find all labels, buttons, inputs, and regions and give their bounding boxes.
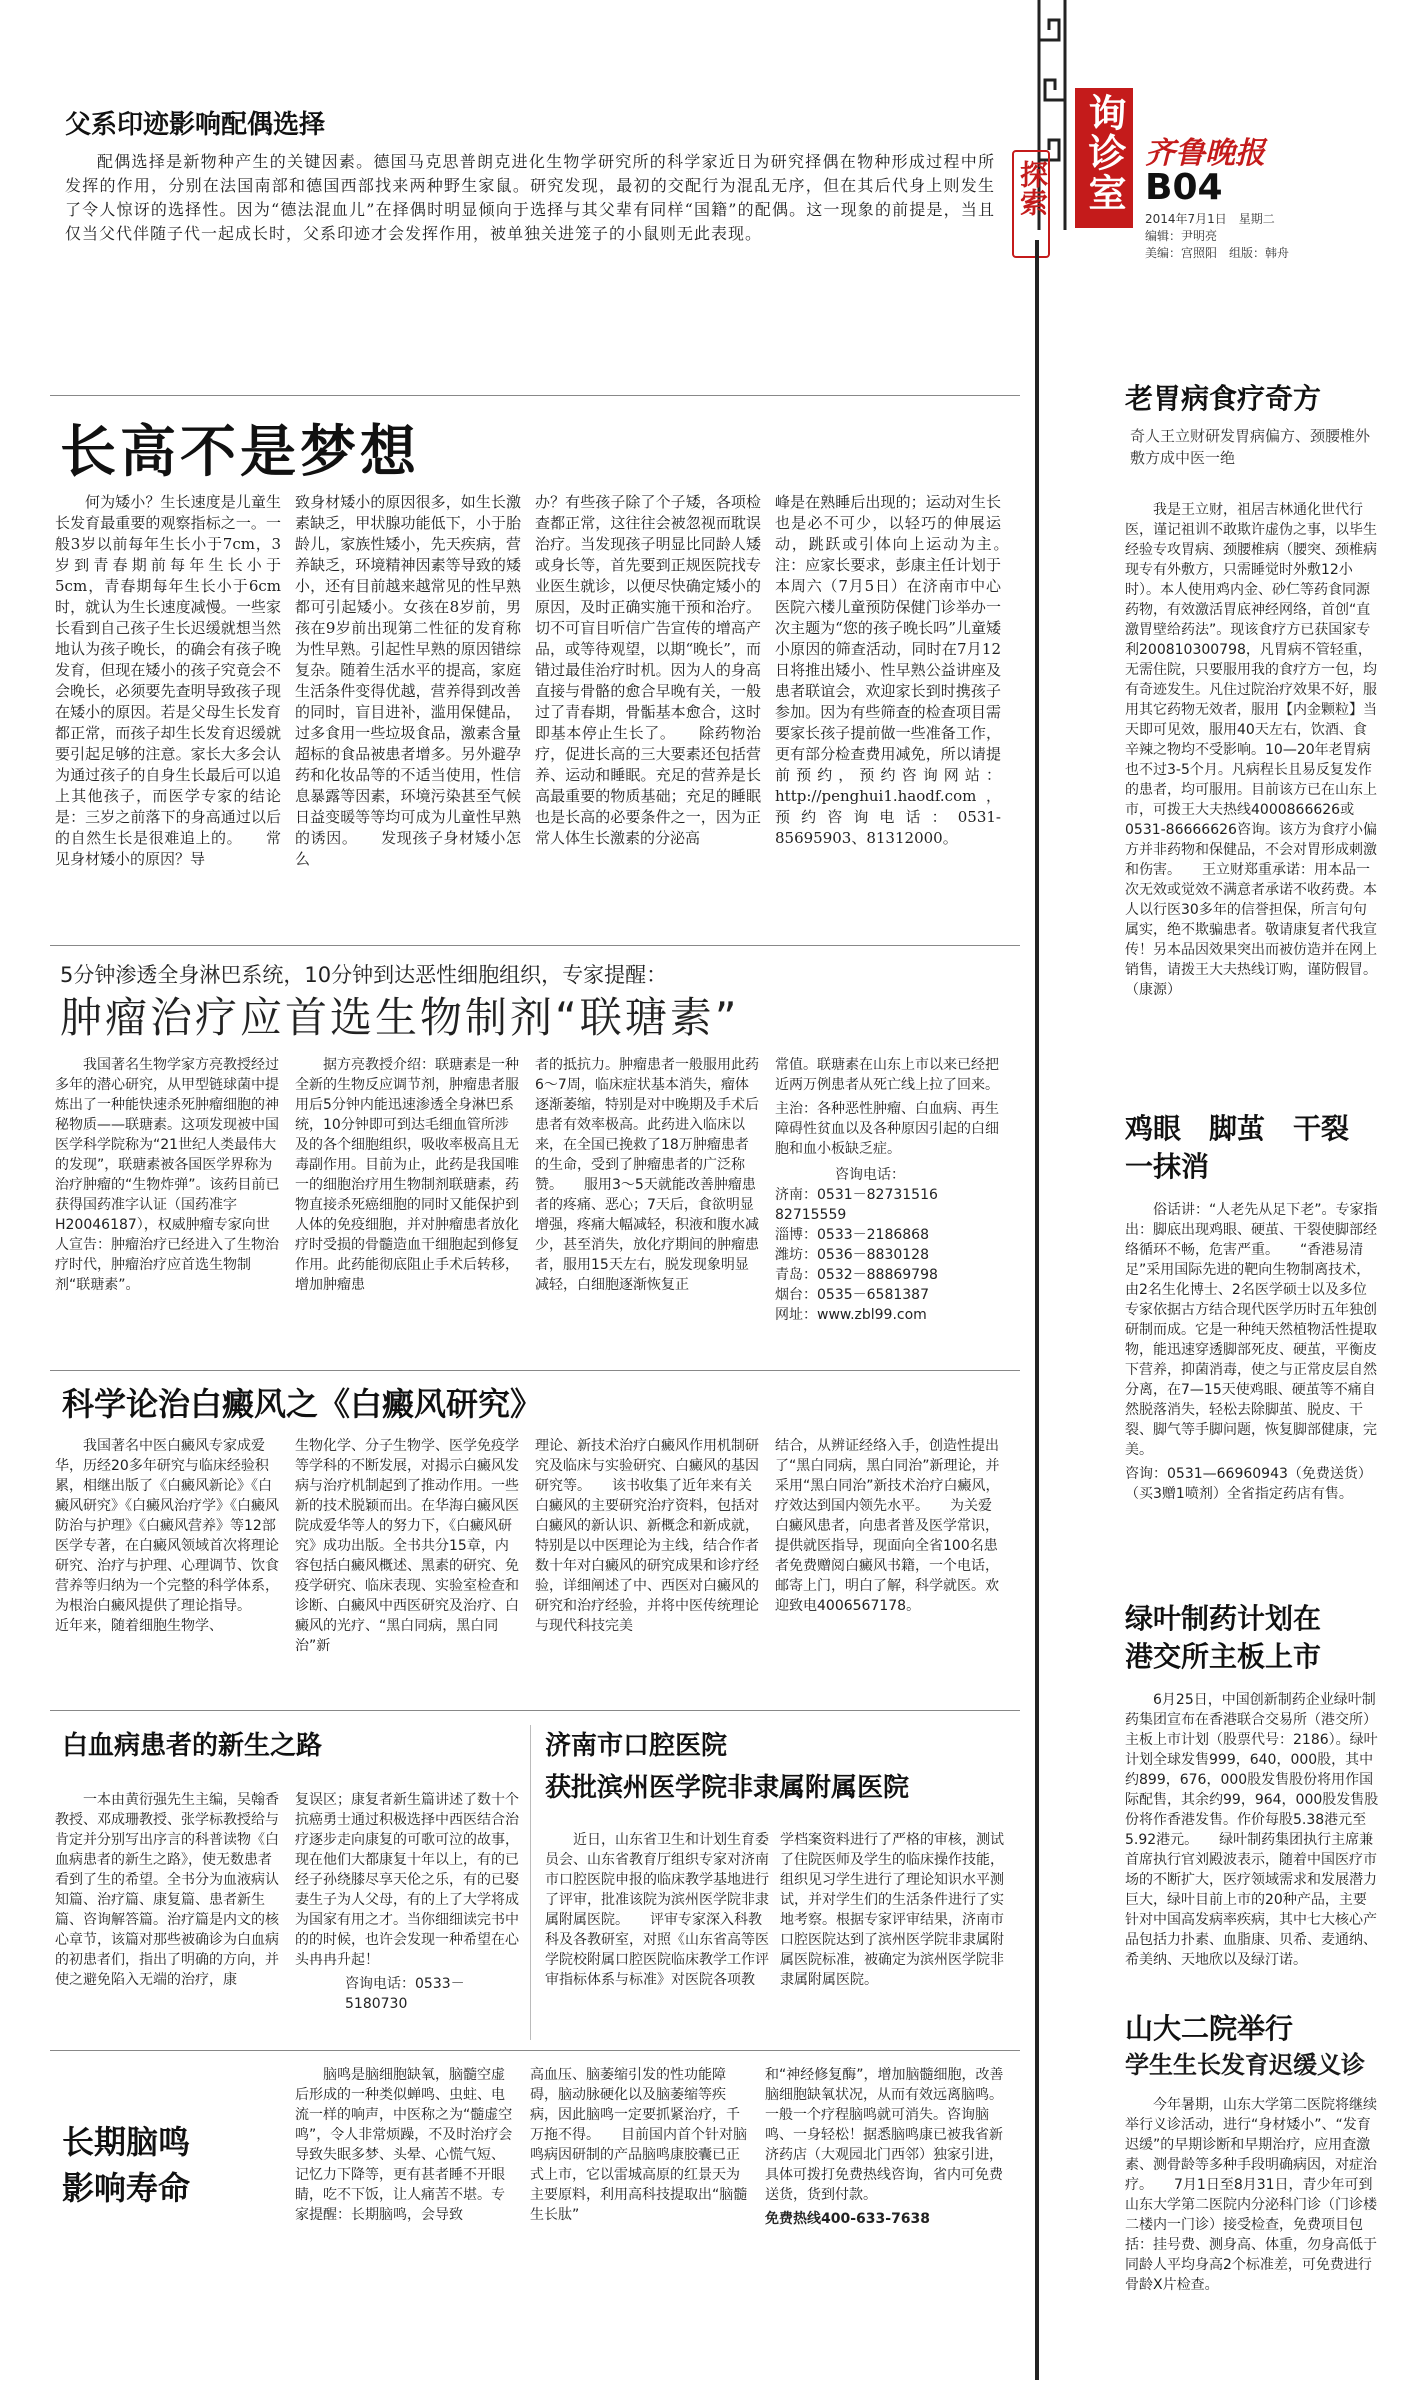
art7-col3-wrap	[765, 2065, 1005, 2229]
explore-stamp	[1012, 150, 1050, 258]
art2-col4: 峰是在熟睡后出现的；运动对生长也是必不可少，以轻巧的伸展运动，跳跃或引体向上运动为主。 注：应家长要求，彭康主任计划于本周六（7月5日）在济南市中心医院六楼儿童预防保健门诊举办一次主题为“您的孩子晚长吗”儿童矮小原因的筛查活动，同时在7月12日将推出矮小、性早熟公益讲座及患者联谊会，欢迎家长到时携孩子参加。因为有些筛查的检查项目需要家长孩子提前做一些准备工作，更有部分检查费用减免，所以请提前预约，预约咨询网站：http://penghui1.haodf.com，预约咨询电话：0531-85695903、81312000。	[775, 493, 1032, 847]
page-number: B04	[1145, 167, 1223, 208]
side3-body: 6月25日，中国创新制药企业绿叶制药集团宣布在香港联合交易所（港交所）主板上市计划（股票代号：2186）。绿叶计划全球发售999，640，000股，其中约899，676，000股发售股份将用作国际配售，其余约99，964，000股发售股份将作香港发售。作价每股5.38港元至5.92港元。 绿叶制药集团执行主席兼首席执行官刘殿波表示，随着中国医疗市场的不断扩大，医疗领域需求和发展潜力巨大，绿叶目前上市的20种产品，主要针对中国高发病率疾病，其中七大核心产品包括力扑素、血脂康、贝希、麦通纳、希美纳、天地欣以及绿汀诺。	[1125, 1692, 1379, 1968]
art1-title: 父系印迹影响配偶选择	[65, 110, 326, 140]
side2-title-line2: 一抹消	[1125, 1150, 1210, 1183]
divider	[50, 1710, 1020, 1711]
paper-name: 齐鲁晚报	[1145, 136, 1265, 171]
art7-phone: 免费热线400-633-7638	[765, 2211, 931, 2227]
art3-col4	[775, 1055, 1005, 1325]
art4-col3: 理论、新技术治疗白癜风作用机制研究及临床与实验研究、白癜风的基因研究等。 该书收集了近年来有关白癜风的主要研究治疗资料，包括对白癜风的新认识、新概念和新成就，特别是以中医理论为主线，结合作者数十年对白癜风的研究成果和诊疗经验，详细阐述了中、西医对白癜风的研究和治疗经验，并将中医传统理论与现代科技完美	[535, 1438, 759, 1634]
explore-label: 探索	[1016, 160, 1049, 216]
art2-col2: 致身材矮小的原因很多，如生长激素缺乏，甲状腺功能低下，小于胎龄儿，家族性矮小，先天疾病，营养缺乏，环境精神因素等导致的矮小，还有目前越来越常见的性早熟都可引起矮小。女孩在8岁前，男孩在9岁前出现第二性征的发育称为性早熟。引起性早熟的原因错综复杂。随着生活水平的提高，家庭生活条件变得优越，营养得到改善的同时，盲目进补，滥用保健品，过多食用一些垃圾食品，激素含量超标的食品被患者增多。另外避孕药和化妆品等的不适当使用，性信息暴露等因素，环境污染甚至气候日益变暖等等均可成为儿童性早熟的诱因。 发现孩子身材矮小怎么	[295, 493, 521, 868]
side4-title-line2: 学生生长发育迟缓义诊	[1125, 2051, 1365, 2079]
phone-line: 济南：0531－82731516 82715559	[775, 1187, 952, 1223]
art7-col2: 高血压、脑萎缩引发的性功能障碍，脑动脉硬化以及脑萎缩等疾病，因此脑鸣一定要抓紧治疗，千万拖不得。 目前国内首个针对脑鸣病因研制的产品脑鸣康胶囊已正式上市，它以雷城高原的红景天为主要原料，利用高科技提取出“脑髓生长肽”	[530, 2067, 748, 2223]
art5-col2: 复误区；康复者新生篇讲述了数十个抗癌勇士通过积极选择中西医结合治疗逐步走向康复的可歌可泣的故事，现在他们大都康复十年以上，有的已经子孙绕膝尽享天伦之乐，有的已娶妻生子为人父母，有的上了大学将成为国家有用之才。当你细细读完书中的的时候，也许会发现一种希望在心头冉冉升起！	[295, 1792, 519, 1968]
art4-col4: 结合，从辨证经络入手，创造性提出了“黑白同病，黑白同治”新理论，并采用“黑白同治”新技术治疗白癜风，疗效达到国内领先水平。 为关爱白癜风患者，向患者普及医学常识，提供就医指导，现面向全省100名患者免费赠阅白癜风书籍，一个电话，邮寄上门，明白了解，科学就医。欢迎致电4006567178。	[775, 1438, 1000, 1614]
art7-col1: 脑鸣是脑细胞缺氧，脑髓空虚后形成的一种类似蝉鸣、虫蛀、电流一样的响声，中医称之为“髓虚空鸣”，令人非常烦躁，不及时治疗会导致失眠多梦、头晕、心慌气短、记忆力下降等，更有甚者睡不开眼睛，吃不下饭，让人痛苦不堪。专家提醒：长期脑鸣，会导致	[295, 2067, 513, 2223]
divider	[50, 945, 1020, 946]
side2-title-line1: 鸡眼 脚茧 干裂	[1125, 1112, 1350, 1145]
art7-col3: 和“神经修复酶”，增加脑髓细胞，改善脑细胞缺氧状况，从而有效远离脑鸣。一般一个疗程脑鸣就可消失。咨询脑鸣、一身轻松！据悉脑鸣康已被我省新济药店（大观园北门西邻）独家引进，具体可拨打免费热线咨询，省内可免费送货，货到付款。	[765, 2067, 1004, 2203]
section-box	[1075, 88, 1133, 228]
side3-title-line2: 港交所主板上市	[1125, 1640, 1322, 1673]
editor-credit: 编辑：尹明亮	[1145, 229, 1218, 243]
side2-wrap	[1125, 1200, 1380, 1504]
art6-col1: 近日，山东省卫生和计划生育委员会、山东省教育厅组织专家对济南市口腔医院申报的临床教学基地进行了评审，批准该院为滨州医学院非隶属附属医院。 评审专家深入科教科及各教研室，对照《山东省高等医学院校附属口腔医院临床教学工作评审指标体系与标准》对医院各项教	[545, 1832, 769, 1988]
art3-col4-top: 常值。联瑭素在山东上市以来已经把近两万例患者从死亡线上拉了回来。	[775, 1057, 999, 1093]
divider	[530, 1725, 531, 2040]
art3-title: 肿瘤治疗应首选生物制剂“联瑭素”	[60, 993, 740, 1042]
art3-phone-list	[775, 1185, 1005, 1325]
divider	[50, 395, 1020, 396]
art3-contact-label: 咨询电话：	[835, 1167, 905, 1183]
art3-col3: 者的抵抗力。肿瘤患者一般服用此药6～7周，临床症状基本消失，瘤体逐渐萎缩，特别是对中晚期及手术后患者有效率极高。此药进入临床以来，在全国已挽救了18万肿瘤患者的生命，受到了肿瘤患者的广泛称赞。 服用3～5天就能改善肿瘤患者的疼痛、恶心；7天后，食欲明显增强，疼痛大幅减轻，积液和腹水减少，甚至消失，放化疗期间的肿瘤患者，服用15天左右，脱发现象明显减轻，白细胞逐渐恢复正	[535, 1057, 759, 1293]
art3-col2: 据方亮教授介绍：联瑭素是一种全新的生物反应调节剂，肿瘤患者服用后5分钟内能迅速渗透全身淋巴系统，10分钟即可到达毛细血管所涉及的各个细胞组织，吸收率极高且无毒副作用。目前为止，此药是我国唯一的细胞治疗用生物制剂联瑭素，药物直接杀死癌细胞的同时又能保护到人体的免疫细胞，并对肿瘤患者放化疗时受损的骨髓造血干细胞起到修复作用。此药能彻底阻止手术后转移，增加肿瘤患	[295, 1057, 519, 1293]
phone-line: 网址：www.zbl99.com	[775, 1307, 927, 1323]
art7-title-line2: 影响寿命	[62, 2169, 191, 2207]
section-title: 询诊室	[1082, 93, 1126, 213]
art5-col2-wrap	[295, 1790, 520, 2014]
art3-indication: 主治：各种恶性肿瘤、白血病、再生障碍性贫血以及各种原因引起的白细胞和血小板缺乏症。	[775, 1101, 999, 1157]
side2-body: 俗话讲：“人老先从足下老”。专家指出：脚底出现鸡眼、硬茧、干裂使脚部经络循环不畅，危害严重。 “香港易清足”采用国际先进的靶向生物制离技术，由2名生化博士、2名医学硕士以及多位专家依据古方结合现代医学历时五年独创研制而成。它是一种纯天然植物活性提取物，能迅速穿透脚部死皮、硬茧，平衡皮下营养，抑菌消毒，使之与正常皮层自然分离，在7—15天使鸡眼、硬茧等不痛自然脱落消失，轻松去除脚茧、脱皮、干裂、脚气等手脚问题，恢复脚部健康，完美。	[1125, 1202, 1378, 1458]
designer-credit: 美编：宫照阳 组版：韩舟	[1145, 246, 1290, 260]
side4-title-line1: 山大二院举行	[1125, 2012, 1294, 2045]
art7-title-line1: 长期脑鸣	[62, 2123, 191, 2161]
phone-line: 潍坊：0536－8830128	[775, 1247, 929, 1263]
divider	[50, 2050, 1020, 2051]
side3-title-line1: 绿叶制药计划在	[1125, 1602, 1322, 1635]
side1-body: 我是王立财，祖居吉林通化世代行医，谨记祖训不敢欺许虚伪之事，以毕生经验专攻胃病、颈腰椎病（腰突、颈椎病现专有外敷方，只需睡觉时外敷12小时）。本人使用鸡内金、砂仁等药食同源药物，有效激活胃底神经网络，首创“直激胃壁给药法”。现该食疗方已获国家专利200810300798，凡胃病不管轻重，无需住院，只要服用我的食疗方一包，均有奇迹发生。凡住过院治疗效果不好，服用其它药物无效者，服用【内金颗粒】当天即可见效，服用40天左右，饮酒、食辛辣之物均不受影响。10—20年老胃病也不过3-5个月。凡病程长且易反复发作的患者，均可服用。目前该方已在山东上市，可拨王大夫热线4000866626或0531-86666626咨询。该方为食疗小偏方并非药物和保健品，不会对胃形成刺激和伤害。 王立财郑重承诺：用本品一次无效或觉效不满意者承诺不收药费。本人以行医30多年的信誉担保，所言句句属实，绝不欺骗患者。敬请康复者代我宣传！另本品因效果突出而被仿造并在网上销售，请拨王大夫热线订购，谨防假冒。（康源）	[1125, 502, 1377, 998]
masthead	[1035, 0, 1409, 243]
art5-phone: 咨询电话：0533－5180730	[345, 1976, 465, 2012]
sidebar-divider	[1035, 240, 1039, 2380]
side2-phone: 咨询：0531—66960943（免费送货）（买3赠1喷剂）全省指定药店有售。	[1125, 1466, 1372, 1502]
art4-col1: 我国著名中医白癜风专家成爱华，历经20多年研究与临床经验积累，相继出版了《白癜风新论》《白癜风研究》《白癜风治疗学》《白癜风防治与护理》《白癜风营养》等12部医学专著，在白癜风领域首次将理论研究、治疗与护理、心理调节、饮食营养等归纳为一个完整的科学体系，为根治白癜风提供了理论指导。 近年来，随着细胞生物学、	[55, 1438, 279, 1634]
issue-date: 2014年7月1日 星期二	[1145, 212, 1275, 226]
art2-col3: 办？有些孩子除了个子矮，各项检查都正常，这往往会被忽视而耽误治疗。当发现孩子明显比同龄人矮或身长等，首先要到正规医院找专业医生就诊，以便尽快确定矮小的原因，及时正确实施干预和治疗。切不可盲目听信广告宣传的增高产品，或等待观望，以期“晚长”，而错过最佳治疗时机。因为人的身高直接与骨骼的愈合早晚有关，一般过了青春期，骨骺基本愈合，这时即基本停止生长了。 除药物治疗，促进长高的三大要素还包括营养、运动和睡眠。充足的营养是长高最重要的物质基础；充足的睡眠也是长高的必要条件之一，因为正常人体生长激素的分泌高	[535, 493, 761, 847]
art6-title-line2: 获批滨州医学院非隶属附属医院	[545, 1773, 910, 1803]
art2-col1: 何为矮小？生长速度是儿童生长发育最重要的观察指标之一。一般3岁以前每年生长小于7cm，3岁到青春期前每年生长小于5cm，青春期每年生长小于6cm时，就认为生长速度减慢。一些家长看到自己孩子生长迟缓就想当然地认为孩子晚长，的确会有孩子晚发育，但现在矮小的孩子究竟会不会晚长，必须要先查明导致孩子现在矮小的原因。若是父母生长发育都正常，而孩子却生长发育迟缓就要引起足够的注意。家长大多会认为通过孩子的自身生长最后可以追上其他孩子，而医学专家的结论是：三岁之前落下的身高通过以后的自然生长是很难追上的。 常见身材矮小的原因？导	[55, 493, 281, 868]
art6-col2: 学档案资料进行了严格的审核，测试了住院医师及学生的临床操作技能，组织见习学生进行了理论知识水平测试，并对学生们的生活条件进行了实地考察。根据专家评审结果，济南市口腔医院达到了滨州医学院非隶属附属医院标准，被确定为滨州医学院非隶属附属医院。	[780, 1832, 1004, 1988]
art5-col1: 一本由黄衍强先生主编，吴翰香教授、邓成珊教授、张学标教授给与肯定并分别写出序言的科普读物《白血病患者的新生之路》，使无数患者看到了生的希望。全书分为血液病认知篇、治疗篇、康复篇、患者新生篇、咨询解答篇。治疗篇是内文的核心章节，该篇对那些被确诊为白血病的初患者们，指出了明确的方向，并使之避免陷入无端的治疗，康	[55, 1792, 279, 1988]
art1-body: 配偶选择是新物种产生的关键因素。德国马克思普朗克进化生物学研究所的科学家近日为研究择偶在物种形成过程中所发挥的作用，分别在法国南部和德国西部找来两种野生家鼠。研究发现，最初的交配行为混乱无序，但在其后代身上则发生了令人惊讶的选择性。因为“德法混血儿”在择偶时明显倾向于选择与其父辈有同样“国籍”的配偶。这一现象的前提是，当且仅当父代伴随子代一起成长时，父系印迹才会发挥作用，被单独关进笼子的小鼠则无此表现。	[65, 152, 995, 243]
side1-subtitle: 奇人王立财研发胃病偏方、颈腰椎外敷方成中医一绝	[1130, 427, 1371, 467]
art2-title: 长高不是梦想	[60, 420, 420, 485]
side4-body: 今年暑期，山东大学第二医院将继续举行义诊活动，进行“身材矮小”、“发育迟缓”的早期诊断和早期治疗，应用査激素、测骨龄等多种手段明确病因，对症治疗。 7月1日至8月31日，青少年可到山东大学第二医院内分泌科门诊（门诊楼二楼内一门诊）接受检查，免费项目包括：挂号费、测身高、体重，勿身高低于同龄人平均身高2个标准差，可免费进行骨龄X片检查。	[1125, 2097, 1377, 2293]
side1-title: 老胃病食疗奇方	[1125, 382, 1322, 415]
art3-kicker: 5分钟渗透全身淋巴系统，10分钟到达恶性细胞组织，专家提醒：	[60, 963, 668, 987]
art3-col1: 我国著名生物学家方亮教授经过多年的潜心研究，从甲型链球菌中提炼出了一种能快速杀死肿瘤细胞的神秘物质——联瑭素。这项发现被中国医学科学院称为“21世纪人类最伟大的发现”，联瑭素被各国医学界称为治疗肿瘤的“生物炸弹”。该药目前已获得国药准字认证（国药准字H20046187），权威肿瘤专家向世人宣告：肿瘤治疗已经进入了生物治疗时代，肿瘤治疗应首选生物制剂“联瑭素”。	[55, 1057, 280, 1293]
divider	[50, 1370, 1020, 1371]
art6-title-line1: 济南市口腔医院	[545, 1731, 728, 1761]
phone-line: 烟台：0535－6581387	[775, 1287, 929, 1303]
phone-line: 淄博：0533－2186868	[775, 1227, 929, 1243]
art5-title: 白血病患者的新生之路	[62, 1731, 323, 1761]
art4-title: 科学论治白癜风之《白癜风研究》	[62, 1385, 543, 1423]
phone-line: 青岛：0532－88869798	[775, 1267, 938, 1283]
art4-col2: 生物化学、分子生物学、医学免疫学等学科的不断发展，对揭示白癜风发病与治疗机制起到了推动作用。一些新的技术脱颖而出。在华海白癜风医院成爱华等人的努力下，《白癜风研究》成功出版。全书共分15章，内容包括白癜风概述、黑素的研究、免疫学研究、临床表现、实验室检查和诊断、白癜风中西医研究及治疗、白癜风的光疗、“黑白同病，黑白同治”新	[295, 1438, 519, 1654]
